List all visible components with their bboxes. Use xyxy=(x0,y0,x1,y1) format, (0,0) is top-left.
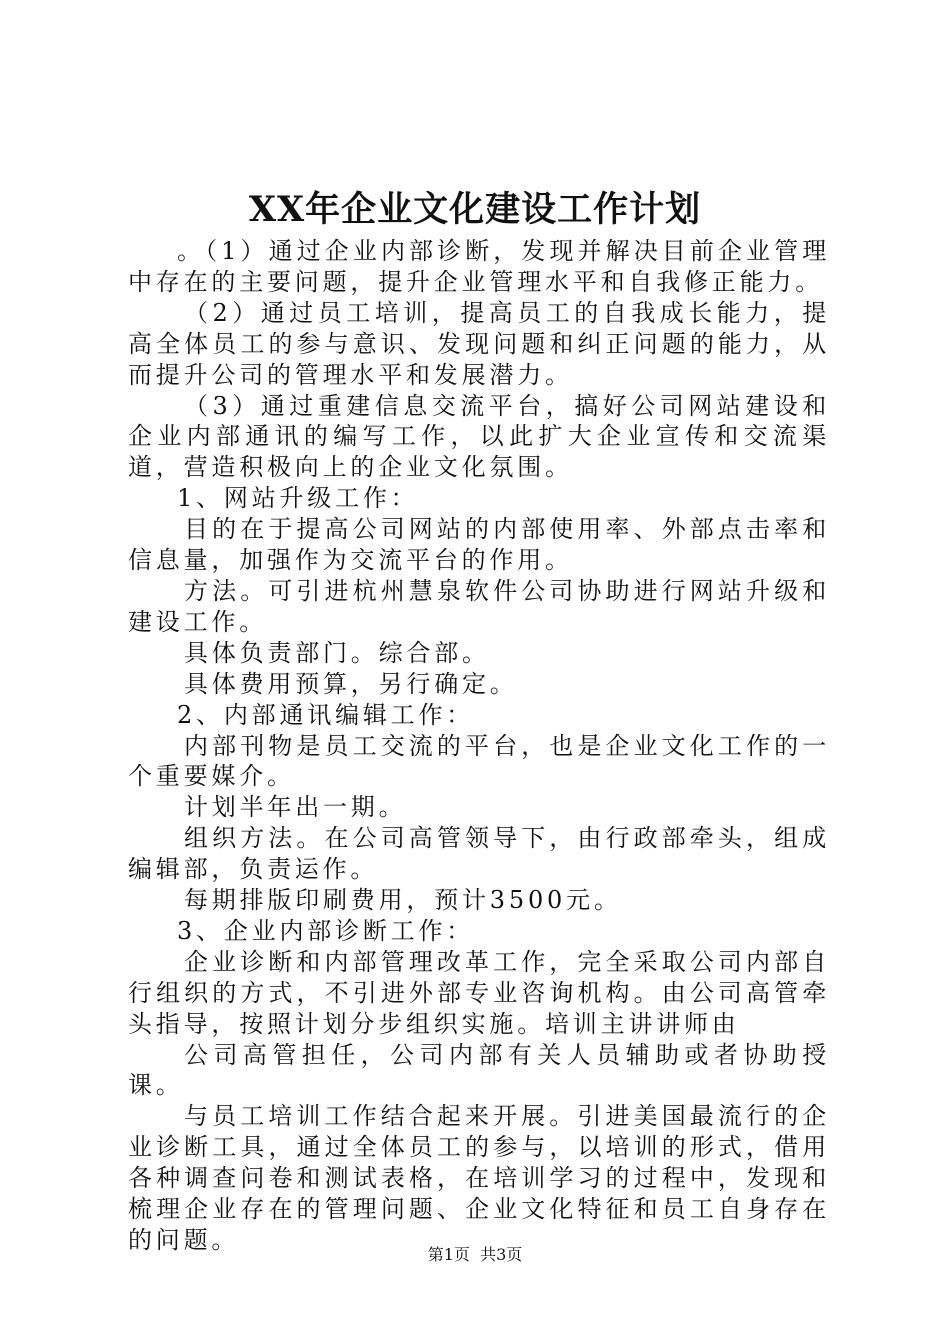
section-heading: 2、内部通讯编辑工作： xyxy=(177,700,475,729)
paragraph: 具体负责部门。综合部。 xyxy=(184,638,490,667)
section-heading: 1、网站升级工作： xyxy=(177,484,419,513)
paragraph: 组织方法。在公司高管领导下，由行政部牵头，组成编辑部，负责运作。 xyxy=(128,824,830,884)
document-body xyxy=(128,236,830,1256)
paragraph: 每期排版印刷费用，预计3500元。 xyxy=(184,886,622,915)
paragraph: （3）通过重建信息交流平台，搞好公司网站建设和企业内部通讯的编写工作，以此扩大企业宣传和交流渠道，营造积极向上的企业文化氛围。 xyxy=(128,391,830,482)
paragraph: 计划半年出一期。 xyxy=(184,793,407,822)
paragraph: （2）通过员工培训，提高员工的自我成长能力，提高全体员工的参与意识、发现问题和纠正问题的能力，从而提升公司的管理水平和发展潜力。 xyxy=(128,298,830,389)
page-total: 共3页 xyxy=(480,1245,523,1264)
paragraph: 内部刊物是员工交流的平台，也是企业文化工作的一个重要媒介。 xyxy=(128,731,830,791)
paragraph: 具体费用预算，另行确定。 xyxy=(184,669,518,698)
section-heading: 3、企业内部诊断工作： xyxy=(177,916,475,945)
paragraph: 企业诊断和内部管理改革工作，完全采取公司内部自行组织的方式，不引进外部专业咨询机构。由公司高管牵头指导，按照计划分步组织实施。培训主讲讲师由 xyxy=(128,947,830,1038)
page-footer xyxy=(0,1243,950,1267)
paragraph: 与员工培训工作结合起来开展。引进美国最流行的企业诊断工具，通过全体员工的参与，以培训的形式，借用各种调查问卷和测试表格，在培训学习的过程中，发现和梳理企业存在的管理问题、企业文化特征和员工自身存在的问题。 xyxy=(128,1102,830,1254)
paragraph: 公司高管担任，公司内部有关人员辅助或者协助授课。 xyxy=(128,1040,830,1100)
paragraph: 目的在于提高公司网站的内部使用率、外部点击率和信息量，加强作为交流平台的作用。 xyxy=(128,515,830,575)
document-title: XX年企业文化建设工作计划 xyxy=(248,189,702,230)
paragraph: 。（1）通过企业内部诊断，发现并解决目前企业管理中存在的主要问题，提升企业管理水平和自我修正能力。 xyxy=(128,237,830,296)
page-number: 第1页 xyxy=(427,1245,470,1264)
paragraph: 方法。可引进杭州慧泉软件公司协助进行网站升级和建设工作。 xyxy=(128,576,830,636)
